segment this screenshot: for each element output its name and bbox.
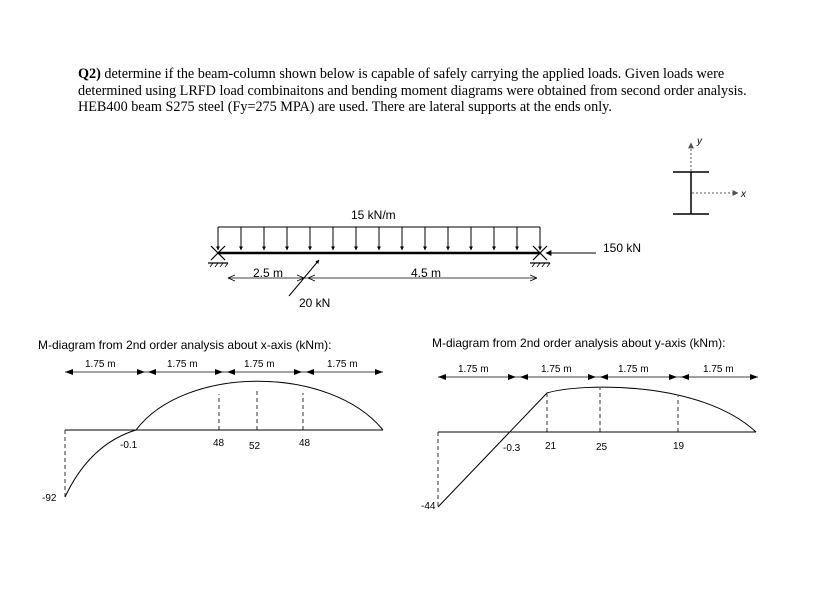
- span-right-label: 4.5 m: [411, 266, 442, 280]
- axial-load-label: 150 kN: [603, 241, 642, 255]
- my-end-value: -44: [421, 501, 436, 512]
- udl-label: 15 kN/m: [351, 208, 396, 222]
- section-x-label: x: [741, 189, 746, 200]
- beam-diagram: [208, 208, 641, 310]
- my-value-2: 21: [545, 441, 557, 452]
- mx-seg-2: 1.75 m: [167, 359, 198, 370]
- cross-section: [673, 136, 747, 214]
- mx-value-4: 48: [299, 438, 311, 449]
- my-seg-1: 1.75 m: [458, 364, 489, 375]
- section-y-label: y: [697, 136, 702, 147]
- mx-diagram: [38, 338, 383, 504]
- my-seg-4: 1.75 m: [703, 364, 734, 375]
- point-load-label: 20 kN: [299, 296, 331, 310]
- mx-title: M-diagram from 2nd order analysis about x-axis (kNm):: [38, 338, 332, 352]
- my-value-3: 25: [596, 442, 608, 453]
- mx-end-value: -92: [42, 493, 57, 504]
- span-left-label: 2.5 m: [253, 266, 284, 280]
- mx-value-2: 48: [213, 438, 225, 449]
- question-body: determine if the beam-column shown below is capable of safely carrying the applied loads. Given loads were determined using LRFD load combinaitons and bending moment diagrams were obtained from second order analysis. HEB400 beam S275 steel (Fy=275 MPA) are used. There are lateral supports at the ends only.: [78, 66, 747, 115]
- my-diagram: [421, 336, 758, 512]
- mx-seg-4: 1.75 m: [327, 359, 358, 370]
- question-label: Q2): [78, 66, 101, 82]
- mx-value-1: -0.1: [120, 440, 138, 451]
- my-seg-3: 1.75 m: [618, 364, 649, 375]
- mx-seg-3: 1.75 m: [244, 359, 275, 370]
- mx-value-3: 52: [249, 441, 261, 452]
- my-value-4: 19: [673, 441, 685, 452]
- udl-arrows: [218, 227, 540, 250]
- my-seg-2: 1.75 m: [541, 364, 572, 375]
- mx-seg-1: 1.75 m: [85, 359, 116, 370]
- my-value-1: -0.3: [503, 443, 521, 454]
- mx-curve-positive: [136, 381, 383, 430]
- my-title: M-diagram from 2nd order analysis about y-axis (kNm):: [432, 336, 726, 350]
